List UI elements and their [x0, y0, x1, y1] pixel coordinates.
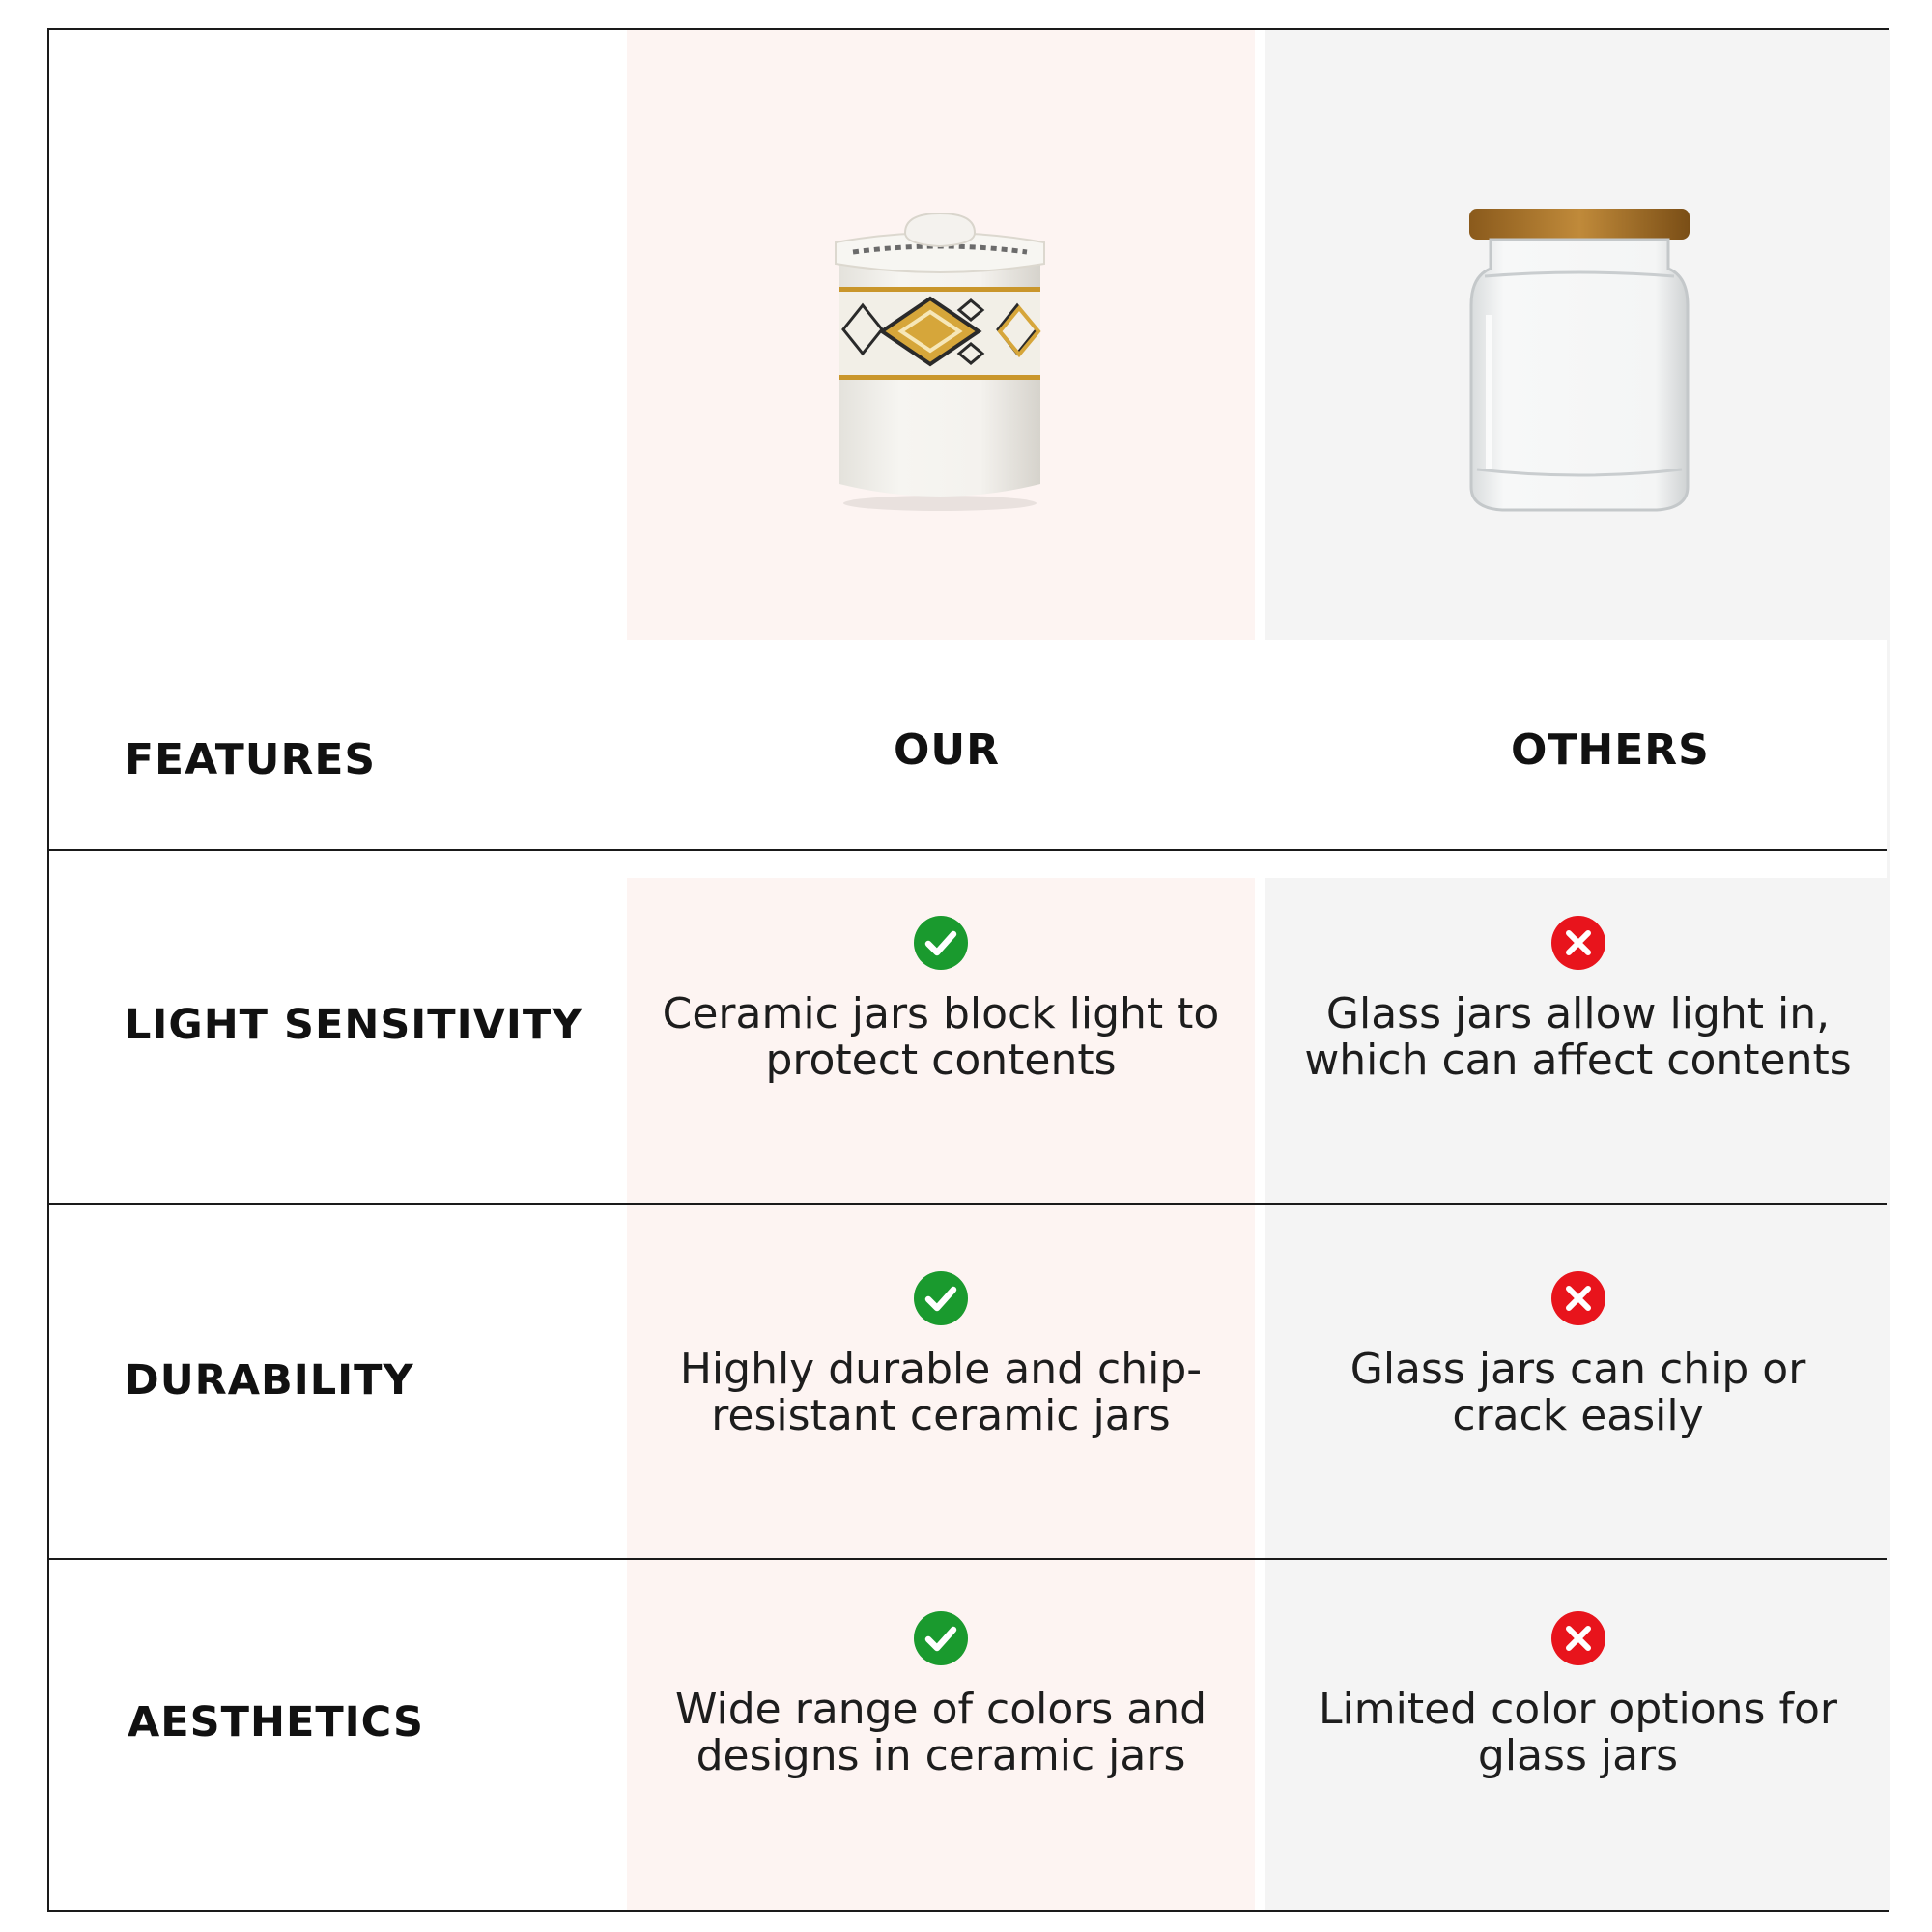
our-durability-text: Highly durable and chip-resistant ceramic jars — [679, 1345, 1203, 1440]
comparison-table — [47, 28, 1889, 1912]
others-aesthetics-cell — [1265, 1611, 1890, 1779]
check-icon — [914, 916, 968, 970]
feature-light-sensitivity: LIGHT SENSITIVITY — [125, 1001, 583, 1049]
our-aesthetics-text: Wide range of colors and designs in ceramic jars — [674, 1685, 1208, 1780]
cross-icon — [1551, 1271, 1605, 1325]
others-header: OTHERS — [1511, 725, 1710, 775]
row-divider — [49, 849, 1887, 851]
others-durability-text: Glass jars can chip or crack easily — [1350, 1345, 1806, 1440]
cross-icon — [1551, 916, 1605, 970]
features-header: FEATURES — [125, 735, 377, 784]
others-light-sensitivity-cell — [1265, 916, 1890, 1084]
ceramic-jar-image — [834, 185, 1046, 513]
our-header: OUR — [894, 725, 1001, 775]
others-aesthetics-text: Limited color options for glass jars — [1319, 1685, 1837, 1780]
our-light-sensitivity-cell — [627, 916, 1255, 1084]
row-divider — [49, 1203, 1887, 1205]
check-icon — [914, 1271, 968, 1325]
feature-aesthetics: AESTHETICS — [128, 1698, 424, 1747]
our-aesthetics-cell — [627, 1611, 1255, 1779]
cross-icon — [1551, 1611, 1605, 1665]
row-divider — [49, 1558, 1887, 1560]
our-light-sensitivity-text: Ceramic jars block light to protect contents — [662, 989, 1220, 1085]
others-light-sensitivity-text: Glass jars allow light in, which can affect contents — [1304, 989, 1852, 1085]
feature-durability: DURABILITY — [125, 1356, 414, 1405]
check-icon — [914, 1611, 968, 1665]
others-durability-cell — [1265, 1271, 1890, 1439]
our-durability-cell — [627, 1271, 1255, 1439]
glass-jar-image — [1463, 180, 1695, 518]
